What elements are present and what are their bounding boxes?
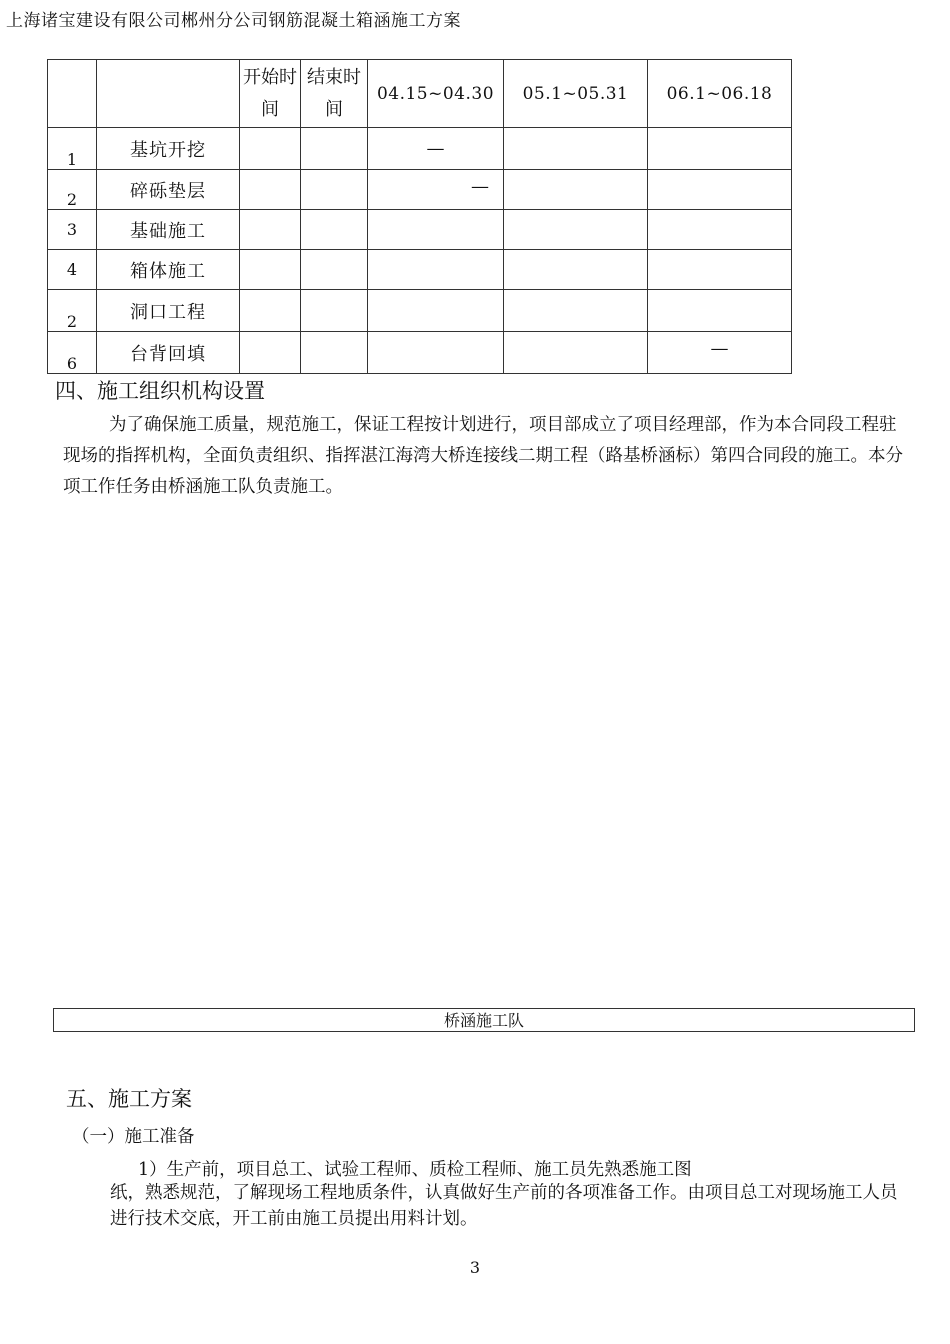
start-cell xyxy=(240,128,301,170)
row-number: 6 xyxy=(48,332,97,374)
table-row xyxy=(48,290,792,332)
row-number: 3 xyxy=(48,210,97,250)
row-number: 4 xyxy=(48,250,97,290)
end-cell xyxy=(301,170,368,210)
paragraph-body: 纸，熟悉规范，了解现场工程地质条件，认真做好生产前的各项准备工作。由项目总工对现场施工人员进行技术交底，开工前由施工员提出用料计划。 xyxy=(110,1183,898,1229)
table-row xyxy=(48,250,792,290)
row-number: 2 xyxy=(48,170,97,210)
subsection-heading: （一）施工准备 xyxy=(72,1127,195,1147)
row-number: 2 xyxy=(48,290,97,332)
task-name: 洞口工程 xyxy=(97,290,240,332)
header-cell-num xyxy=(48,60,97,128)
period-1-mark xyxy=(368,332,504,374)
section-5-heading: 五、施工方案 xyxy=(66,1087,192,1111)
paragraph-first-line: 1）生产前，项目总工、试验工程师、质检工程师、施工员先熟悉施工图 xyxy=(138,1160,692,1180)
task-name: 基础施工 xyxy=(97,210,240,250)
end-cell xyxy=(301,332,368,374)
page-number: 3 xyxy=(469,1258,481,1277)
period-1-mark xyxy=(368,290,504,332)
header-period-2: 05.1~05.31 xyxy=(504,60,648,128)
period-3-mark xyxy=(648,250,792,290)
table-row xyxy=(48,332,792,374)
end-cell xyxy=(301,128,368,170)
period-3-mark: — xyxy=(648,332,792,374)
document-header: 上海诸宝建设有限公司郴州分公司钢筋混凝土箱涵施工方案 xyxy=(6,11,461,31)
end-cell xyxy=(301,210,368,250)
task-name: 基坑开挖 xyxy=(97,128,240,170)
row-number: 1 xyxy=(48,128,97,170)
task-name: 箱体施工 xyxy=(97,250,240,290)
period-3-mark xyxy=(648,128,792,170)
section-4-heading: 四、施工组织机构设置 xyxy=(55,379,265,403)
schedule-table xyxy=(47,59,792,374)
schedule-header-row xyxy=(48,60,792,128)
start-cell xyxy=(240,250,301,290)
period-2-mark xyxy=(504,128,648,170)
period-1-mark xyxy=(368,210,504,250)
start-cell xyxy=(240,210,301,250)
header-period-3: 06.1~06.18 xyxy=(648,60,792,128)
end-cell xyxy=(301,250,368,290)
period-3-mark xyxy=(648,290,792,332)
start-cell xyxy=(240,290,301,332)
end-cell xyxy=(301,290,368,332)
start-cell xyxy=(240,170,301,210)
table-row xyxy=(48,210,792,250)
period-2-mark xyxy=(504,290,648,332)
period-1-mark: — xyxy=(368,170,504,210)
task-name: 台背回填 xyxy=(97,332,240,374)
period-2-mark xyxy=(504,250,648,290)
table-row xyxy=(48,128,792,170)
period-3-mark xyxy=(648,170,792,210)
org-chart-team-box: 桥涵施工队 xyxy=(53,1008,915,1032)
header-start-time: 开始时间 xyxy=(240,60,301,128)
period-1-mark xyxy=(368,250,504,290)
period-2-mark xyxy=(504,210,648,250)
period-3-mark xyxy=(648,210,792,250)
header-period-1: 04.15~04.30 xyxy=(368,60,504,128)
period-2-mark xyxy=(504,170,648,210)
period-1-mark: — xyxy=(368,128,504,170)
section-4-paragraph: 为了确保施工质量，规范施工，保证工程按计划进行，项目部成立了项目经理部，作为本合同段工程驻现场的指挥机构，全面负责组织、指挥湛江海湾大桥连接线二期工程（路基桥涵标）第四合同段的施工。本分项工作任务由桥涵施工队负责施工。 xyxy=(63,415,903,497)
table-row xyxy=(48,170,792,210)
header-cell-name xyxy=(97,60,240,128)
period-2-mark xyxy=(504,332,648,374)
task-name: 碎砾垫层 xyxy=(97,170,240,210)
start-cell xyxy=(240,332,301,374)
header-end-time: 结束时间 xyxy=(301,60,368,128)
